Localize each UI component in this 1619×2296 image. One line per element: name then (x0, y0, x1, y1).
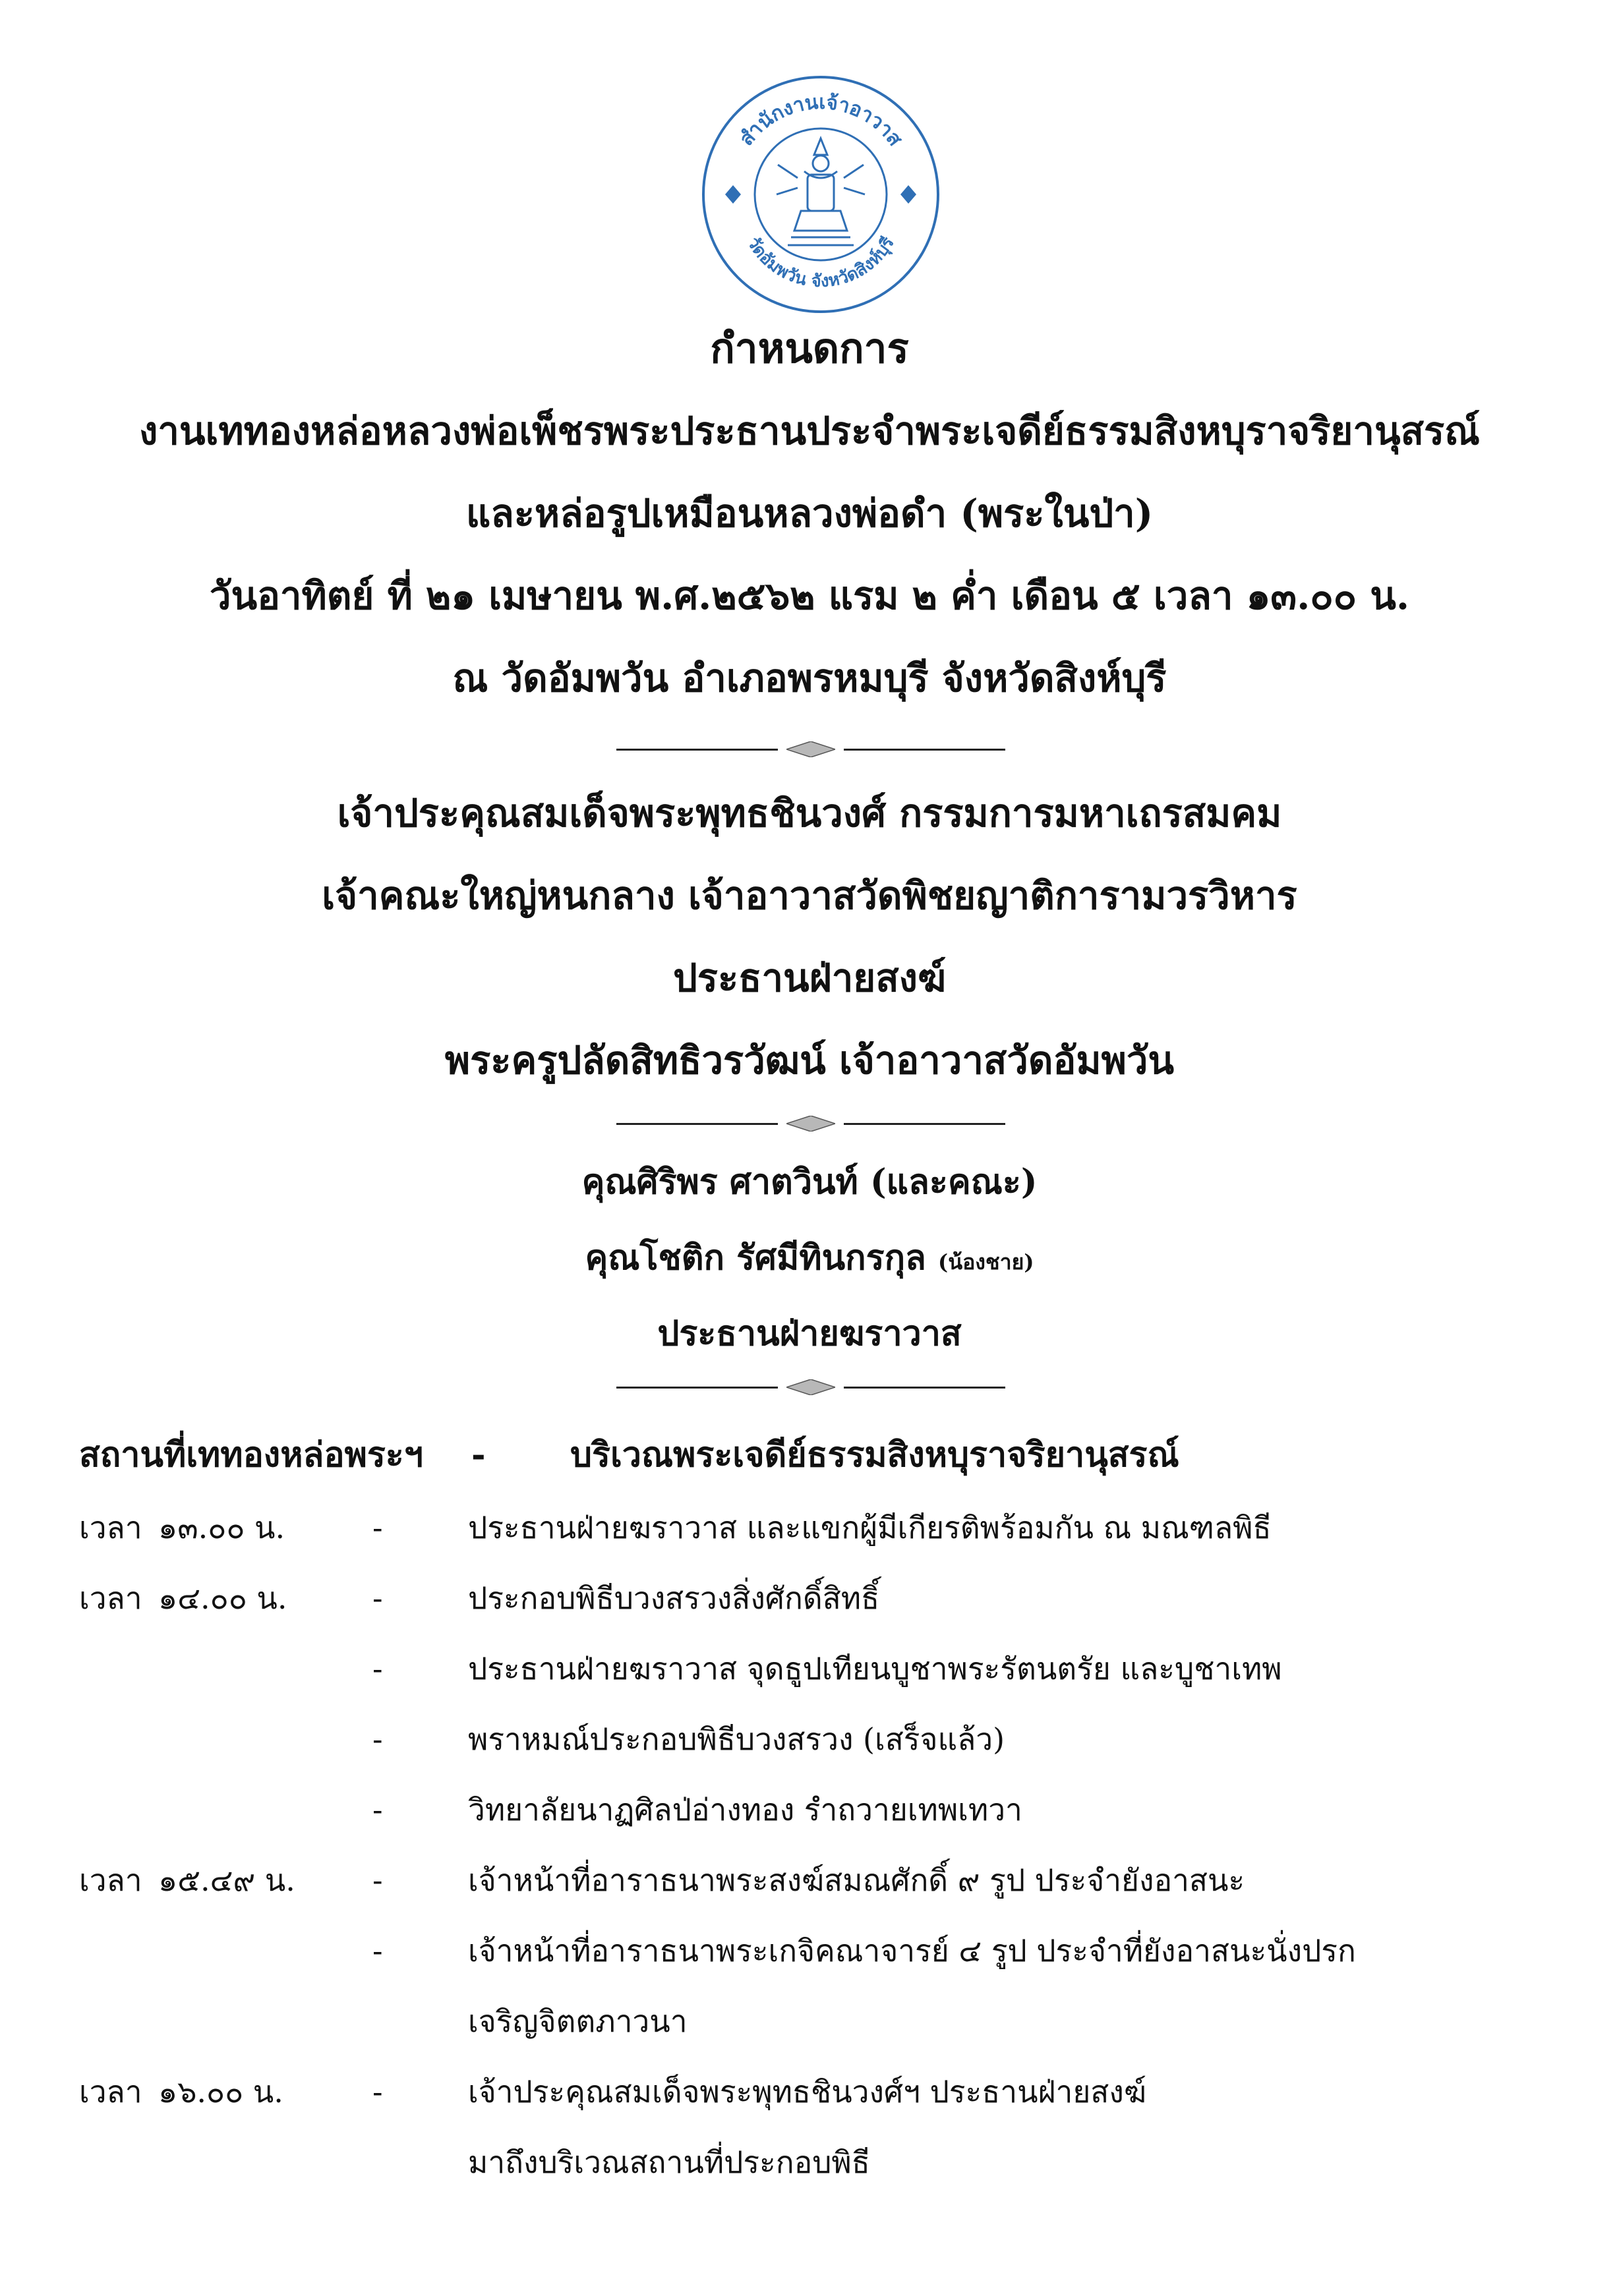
lay-chair-2-name: คุณโชติก รัศมีทินกรกุล (585, 1238, 926, 1278)
row-text: ประธานฝ่ายฆราวาส และแขกผู้มีเกียรติพร้อมกัน ณ มณฑลพิธี (468, 1510, 1272, 1545)
schedule-row (0, 2001, 1619, 2048)
schedule-row (0, 2072, 1619, 2118)
row-label: เวลา (79, 1862, 142, 1898)
row-text: ประธานฝ่ายฆราวาส จุดธูปเทียนบูชาพระรัตนตรัย และบูชาเทพ (468, 1651, 1282, 1686)
section-divider (616, 739, 1005, 759)
schedule-row (0, 1931, 1619, 1977)
row-time: ๑๔.๐๐ น. (158, 1580, 287, 1616)
event-title: งานเททองหล่อหลวงพ่อเพ็ชรพระประธานประจำพระเจดีย์ธรรมสิงหบุราจริยานุสรณ์ (139, 409, 1480, 453)
row-label: เวลา (79, 1510, 142, 1545)
row-text: มาถึงบริเวณสถานที่ประกอบพิธี (468, 2144, 870, 2180)
row-dash: - (372, 1792, 383, 1827)
section-divider (616, 1114, 1005, 1134)
location-label: สถานที่เททองหล่อพระฯ (79, 1435, 423, 1475)
schedule-row (0, 2142, 1619, 2189)
schedule-row (0, 1649, 1619, 1695)
doc-title: กำหนดการ (710, 324, 909, 372)
diamond-ornament-icon (786, 1379, 835, 1395)
seal-bottom-text: วัดอัมพวัน จังหวัดสิงห์บุรี (743, 233, 898, 292)
row-text: เจ้าหน้าที่อาราธนาพระเกจิคณาจารย์ ๔ รูป ประจำที่ยังอาสนะนั่งปรก (468, 1933, 1356, 1968)
row-text: พราหมณ์ประกอบพิธีบวงสรวง (เสร็จแล้ว) (468, 1721, 1005, 1757)
schedule-location-row (0, 1435, 1619, 1481)
svg-text:วัดอัมพวัน จังหวัดสิงห์บุรี (743, 234, 898, 291)
lay-chair-2 (0, 1239, 1619, 1281)
row-text: ประกอบพิธีบวงสรวงสิ่งศักดิ์สิทธิ์ (468, 1580, 880, 1616)
row-time: ๑๖.๐๐ น. (158, 2074, 283, 2109)
row-dash: - (372, 1721, 383, 1757)
event-date: วันอาทิตย์ ที่ ๒๑ เมษายน พ.ศ.๒๕๖๒ แรม ๒ ค่ำ เดือน ๕ เวลา ๑๓.๐๐ น. (209, 573, 1410, 618)
lay-role: ประธานฝ่ายฆราวาส (657, 1313, 962, 1354)
svg-text:สำนักงานเจ้าอาวาส (735, 91, 907, 151)
clergy-line-1: เจ้าประคุณสมเด็จพระพุทธชินวงศ์ กรรมการมหาเถรสมคม (337, 791, 1282, 836)
seal-top-text: สำนักงานเจ้าอาวาส (734, 90, 907, 151)
row-dash: - (372, 1933, 383, 1968)
row-label: เวลา (79, 1580, 142, 1616)
schedule-row (0, 1508, 1619, 1554)
schedule-row (0, 1790, 1619, 1836)
event-subtitle: และหล่อรูปเหมือนหลวงพ่อดำ (พระในป่า) (465, 491, 1154, 536)
clergy-line-4: พระครูปลัดสิทธิวรวัฒน์ เจ้าอาวาสวัดอัมพวัน (444, 1038, 1175, 1083)
row-dash: - (372, 1510, 383, 1545)
schedule-row (0, 1860, 1619, 1907)
row-text: เจริญจิตตภาวนา (468, 2003, 688, 2039)
row-dash: - (372, 2074, 383, 2109)
row-dash: - (372, 1862, 383, 1898)
row-dash: - (372, 1651, 383, 1686)
clergy-line-2: เจ้าคณะใหญ่หนกลาง เจ้าอาวาสวัดพิชยญาติการามวรวิหาร (322, 873, 1297, 918)
section-divider (616, 1377, 1005, 1397)
row-time: ๑๕.๔๙ น. (158, 1862, 295, 1898)
row-text: วิทยาลัยนาฏศิลป่อ่างทอง รำถวายเทพเทวา (468, 1792, 1022, 1827)
clergy-role: ประธานฝ่ายสงฆ์ (672, 956, 947, 1000)
diamond-ornament-icon (786, 741, 835, 757)
row-time: ๑๓.๐๐ น. (158, 1510, 285, 1545)
location-dash: - (471, 1435, 486, 1475)
schedule-row (0, 1719, 1619, 1765)
temple-seal-logo (699, 72, 943, 316)
schedule-row (0, 1578, 1619, 1624)
lay-chair-1: คุณศิริพร ศาตวินท์ (และคณะ) (581, 1162, 1038, 1202)
lay-chair-2-note: (น้องชาย) (938, 1249, 1034, 1275)
location-value: บริเวณพระเจดีย์ธรรมสิงหบุราจริยานุสรณ์ (570, 1435, 1179, 1475)
row-text: เจ้าประคุณสมเด็จพระพุทธชินวงศ์ฯ ประธานฝ่ายสงฆ์ (468, 2074, 1146, 2109)
event-venue: ณ วัดอัมพวัน อำเภอพรหมบุรี จังหวัดสิงห์บุรี (452, 656, 1167, 701)
diamond-ornament-icon (786, 1116, 835, 1132)
row-dash: - (372, 1580, 383, 1616)
row-text: เจ้าหน้าที่อาราธนาพระสงฆ์สมณศักดิ์ ๙ รูป ประจำยังอาสนะ (468, 1862, 1245, 1898)
row-label: เวลา (79, 2074, 142, 2109)
